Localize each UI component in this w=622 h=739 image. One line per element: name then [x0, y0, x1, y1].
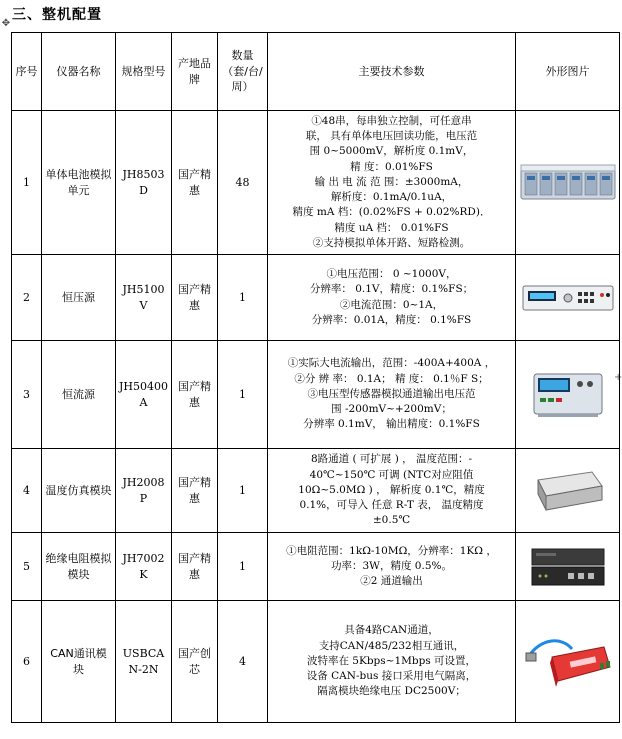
table-row [12, 111, 620, 255]
instrument-name: CAN通讯模块 [42, 601, 116, 723]
table-row [12, 449, 620, 533]
instrument-params [268, 111, 516, 255]
row-index: 6 [12, 601, 42, 723]
table-row [12, 601, 620, 723]
equipment-table [11, 32, 620, 723]
param-line: ①电阻范围：1kΩ-10MΩ，分辨率：1KΩ ， [286, 544, 497, 557]
instrument-image-cell [516, 111, 620, 255]
instrument-origin: 国产精惠 [172, 341, 218, 449]
table-header-row [12, 33, 620, 111]
can-usb-adapter-icon [522, 627, 614, 697]
header-index: 序号 [12, 33, 42, 111]
instrument-name: 绝缘电阻模拟模块 [42, 533, 116, 601]
instrument-name: 温度仿真模块 [42, 449, 116, 533]
param-line: ②分 辨 率： 0.1A； 精 度： 0.1％F S； [294, 372, 489, 385]
param-line: 输 出 电 流 范 围：±3000mA， [314, 175, 469, 188]
header-model: 规格型号 [116, 33, 172, 111]
section-heading: 三、整机配置 [12, 7, 102, 23]
instrument-image-cell [516, 341, 620, 449]
header-params: 主要技术参数 [268, 33, 516, 111]
param-line: 分辨率：0.01A，精度： 0.1%FS [311, 313, 472, 326]
instrument-image-cell [516, 601, 620, 723]
header-qty: 数量（套/台/周） [218, 33, 268, 111]
row-resize-marker-icon[interactable]: + [614, 372, 622, 383]
instrument-origin: 国产精惠 [172, 449, 218, 533]
param-line: 精度 uA 档： 0.01%FS [334, 221, 449, 234]
instrument-name: 单体电池模拟单元 [42, 111, 116, 255]
param-line: 解析度：0.1mA/0.1uA， [330, 191, 453, 204]
instrument-qty: 1 [218, 449, 268, 533]
voltage-source-device-icon [522, 283, 614, 313]
row-index: 1 [12, 111, 42, 255]
param-line: 围 0~5000mV，解析度 0.1mV， [309, 145, 474, 158]
instrument-model: JH50400A [116, 341, 172, 449]
instrument-model: JH8503D [116, 111, 172, 255]
param-line: 设备 CAN-bus 接口采用电气隔离， [306, 670, 477, 683]
param-line: 10Ω~5.0MΩ ) ， 解析度 0.1℃，精度 [298, 483, 485, 496]
table-row [12, 341, 620, 449]
param-line: 联， 具有单体电压回读功能，电压范 [305, 130, 478, 143]
param-line: 8路通道 ( 可扩展 ) ， 温度范围：- [310, 453, 473, 466]
instrument-params [268, 601, 516, 723]
instrument-qty: 48 [218, 111, 268, 255]
instrument-origin: 国产精惠 [172, 533, 218, 601]
param-line: 精度 mA 档：(0.02%FS + 0.02%RD)． [292, 206, 491, 219]
param-line: 围 -200mV~+200mV； [331, 403, 452, 416]
instrument-origin: 国产创芯 [172, 601, 218, 723]
temperature-module-device-icon [532, 466, 604, 516]
table-row [12, 255, 620, 341]
instrument-model: JH7002K [116, 533, 172, 601]
row-index: 4 [12, 449, 42, 533]
table-move-handle-icon[interactable]: ✥ [1, 18, 11, 29]
current-source-device-icon [532, 370, 604, 420]
battery-simulator-device-icon [520, 161, 616, 205]
instrument-model: JH2008P [116, 449, 172, 533]
instrument-image-cell [516, 255, 620, 341]
instrument-params [268, 533, 516, 601]
instrument-qty: 4 [218, 601, 268, 723]
instrument-origin: 国产精惠 [172, 255, 218, 341]
instrument-image-cell [516, 533, 620, 601]
instrument-name: 恒压源 [42, 255, 116, 341]
param-line: 波特率在 5Kbps~1Mbps 可设置， [306, 654, 477, 667]
param-line: ①电压范围： 0 ~1000V， [326, 268, 457, 281]
instrument-params [268, 341, 516, 449]
param-line: ①48串，每串独立控制，可任意串 [311, 115, 472, 128]
header-origin: 产地品牌 [172, 33, 218, 111]
instrument-name: 恒流源 [42, 341, 116, 449]
param-line: ①实际大电流输出，范围：-400A+400A ， [287, 357, 496, 370]
param-line: ②电流范围：0~1A， [339, 298, 444, 311]
param-line: 具备4路CAN通道， [344, 624, 439, 637]
instrument-params [268, 449, 516, 533]
header-image: 外形图片 [516, 33, 620, 111]
instrument-qty: 1 [218, 341, 268, 449]
param-line: 0.1%，可导入 任意 R-T 表， 温度精度 [299, 499, 484, 512]
param-line: 功率：3W，精度 0.5%。 [331, 559, 452, 572]
param-line: ②2 通道输出 [360, 575, 423, 588]
param-line: 精 度：0.01%FS [350, 160, 433, 173]
row-index: 2 [12, 255, 42, 341]
param-line: ③电压型传感器模拟通道输出电压范 [307, 387, 476, 400]
param-line: ±0.5℃ [372, 514, 411, 527]
instrument-image-cell [516, 449, 620, 533]
instrument-model: JH5100V [116, 255, 172, 341]
param-line: 支持CAN/485/232相互通讯， [318, 639, 465, 652]
instrument-params [268, 255, 516, 341]
instrument-model: USBCAN-2N [116, 601, 172, 723]
table-row [12, 533, 620, 601]
param-line: 40℃~150℃ 可调 (NTC对应阻值 [309, 468, 474, 481]
row-index: 3 [12, 341, 42, 449]
insulation-module-device-icon [528, 545, 608, 589]
instrument-origin: 国产精惠 [172, 111, 218, 255]
row-index: 5 [12, 533, 42, 601]
instrument-qty: 1 [218, 255, 268, 341]
param-line: ②支持模拟单体开路、短路检测。 [312, 236, 471, 249]
param-line: 分辨率 0.1mV， 输出精度：0.1%FS [303, 418, 480, 431]
param-line: 分辨率： 0.1V，精度：0.1%FS； [309, 283, 474, 296]
instrument-qty: 1 [218, 533, 268, 601]
header-name: 仪器名称 [42, 33, 116, 111]
param-line: 隔离模块绝缘电压 DC2500V； [317, 685, 466, 698]
